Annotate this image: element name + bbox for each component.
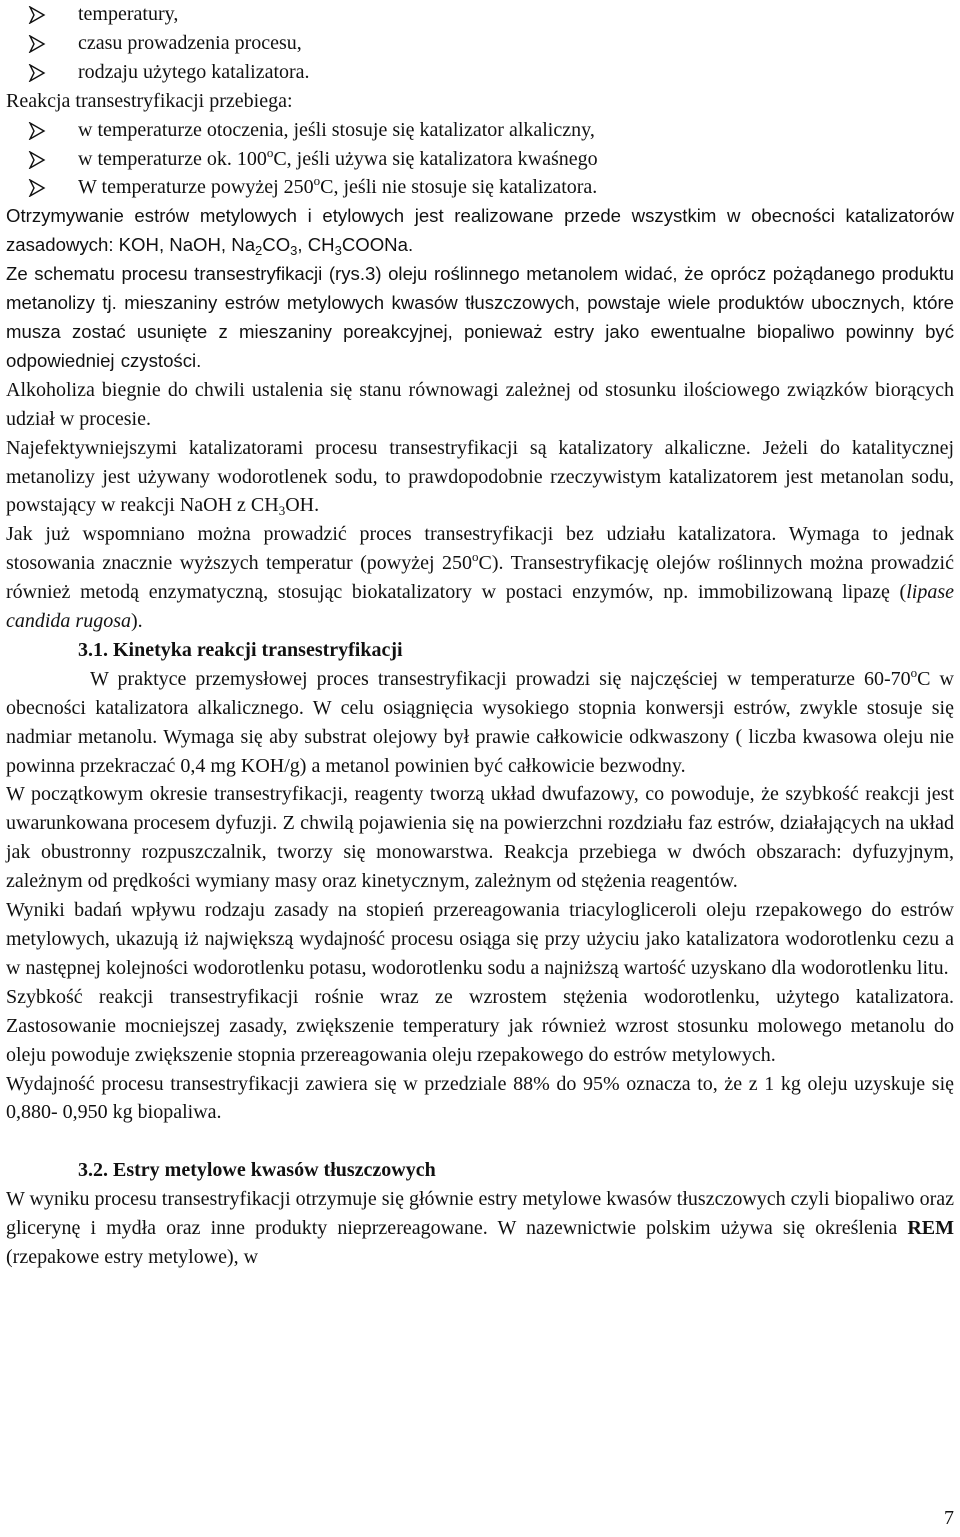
list-item-text: czasu prowadzenia procesu, [78,31,302,54]
paragraph-catalysts: Najefektywniejszymi katalizatorami procesu transestryfikacji są katalizatory alkaliczne. Jeżeli do katalitycznej metanolizy jest używany wodorotlenek sodu, to prawdopodobnie rzeczywistym katalizatorem jest metanolan sodu, powstający w reakcji NaOH z $CH_3OH$. [6,436,954,519]
document-page [6,0,954,1272]
section-heading [6,636,954,665]
arrow-bullet-icon [28,179,46,197]
list-item-text: temperatury, [78,3,179,25]
list-item [6,116,954,145]
list-item [6,58,954,87]
paragraph-rate: Szybkość reakcji transestryfikacji rośnie wraz ze wzrostem stężenia wodorotlenku, użytego katalizatora. Zastosowanie mocniejszej zasady, zwiększenie temperatury jak również wzrost stosunku molowego metanolu do oleju powoduje zwiększenie stopnia przereagowania oleju rzepakowego do estrów metylowych. [6,985,954,1066]
arrow-bullet-icon [28,64,46,82]
section-number: 3.1. [78,638,108,661]
list-item [6,173,954,202]
reaction-intro: Reakcja transestryfikacji przebiega: [6,89,293,112]
paragraph-yield: Wydajność procesu transestryfikacji zawiera się w przedziale 88% do 95% oznacza to, że z 1 kg oleju uzyskuje się 0,880- 0,950 kg biopaliwa. [6,1072,954,1124]
paragraph-alcoholysis: Alkoholiza biegnie do chwili ustalenia się stanu równowagi zależnej od stosunku ilościowego związków biorących udział w procesie. [6,378,954,430]
page-number: 7 [944,1507,954,1529]
paragraph-esters: Otrzymywanie estrów metylowych i etylowych jest realizowane przede wszystkim w obecności katalizatorów zasadowych: KOH, NaOH, $Na_2CO_3$, $CH_3COONa$. [6,205,954,259]
arrow-bullet-icon [28,122,46,140]
section-title: Estry metylowe kwasów tłuszczowych [113,1159,436,1182]
paragraph-without-catalyst: Jak już wspomniano można prowadzić proces transestryfikacji bez udziału katalizatora. Wymaga to jednak stosowania znacznie wyższych temperatur (powyżej 250$^o$C). Transestryfikację olejów roślinnych można prowadzić również metodą enzymatyczną, stosując biokatalizatory w postaci enzymów, np. immobilizowaną lipazę (lipase candida rugosa). [6,523,954,633]
paragraph-practice: W praktyce przemysłowej proces transestryfikacji prowadzi się najczęściej w temperaturze 60-70$^o$C w obecności katalizatora alkalicznego. W celu osiągnięcia wysokiego stopnia konwersji estrów, zwykle stosuje się nadmiar metanolu. Wymaga się aby substrat olejowy był prawie całkowicie odkwaszony ( liczba kwasowa oleju nie powinna przekraczać 0,4 mg KOH/g) a metanol powinien być całkowicie bezwodny. [6,664,954,777]
list-item-text: w temperaturze otoczenia, jeśli stosuje się katalizator alkaliczny, [78,118,595,141]
paragraph-schema: Ze schematu procesu transestryfikacji (rys.3) oleju roślinnego metanolem widać, że oprócz pożądanego produktu metanolizy tj. mieszaniny estrów metylowych kwasów tłuszczowych, powstaje wiele produktów ubocznych, które musza zostać usunięte z mieszaniny poreakcyjnej, ponieważ estry jako ewentualne biopaliwo powinny być odpowiedniej czystości. [6,263,954,371]
list-item-text: w temperaturze ok. 100$^o$C, jeśli używa się katalizatora kwaśnego [78,144,598,170]
list-item [6,29,954,58]
paragraph-results: Wyniki badań wpływu rodzaju zasady na stopień przereagowania triacylogliceroli oleju rzepakowego do estrów metylowych, ukazują iż największą wydajność procesu osiąga się przy użyciu jako katalizatora wodorotlenku cezu a w następnej kolejności wodorotlenku potasu, wodorotlenku sodu a najniższą wartość uzyskano dla wodorotlenku litu. [6,899,954,979]
list-item-text: rodzaju użytego katalizatora. [78,60,310,83]
list-item [6,145,954,174]
paragraph-initial-period: W początkowym okresie transestryfikacji, reagenty tworzą układ dwufazowy, co powoduje, że szybkość reakcji jest uwarunkowana procesem dyfuzji. Z chwilą pojawienia się na powierzchni rozdziału faz estrów, działających na układ jak obustronny rozpuszczalnik, tworzy się monowarstwa. Reakcja przebiega w dwóch obszarach: dyfuzyjnym, zależnym od prędkości wymiany masy oraz kinetycznym, zależnym od stężenia reagentów. [6,783,954,893]
section-title: Kinetyka reakcji transestryfikacji [113,638,403,661]
section-number: 3.2. [78,1159,108,1182]
list-item [6,0,954,29]
paragraph-result: W wyniku procesu transestryfikacji otrzymuje się głównie estry metylowe kwasów tłuszczowych czyli biopaliwo oraz glicerynę i mydła oraz inne produkty nieprzereagowane. W nazewnictwie polskim używa się określenia REM (rzepakowe estry metylowe), w [6,1188,954,1269]
arrow-bullet-icon [28,35,46,53]
arrow-bullet-icon [28,6,46,24]
spacer [6,1127,954,1156]
list-item-text: W temperaturze powyżej 250$^o$C, jeśli nie stosuje się katalizatora. [78,173,598,199]
arrow-bullet-icon [28,151,46,169]
section-heading [6,1156,954,1185]
